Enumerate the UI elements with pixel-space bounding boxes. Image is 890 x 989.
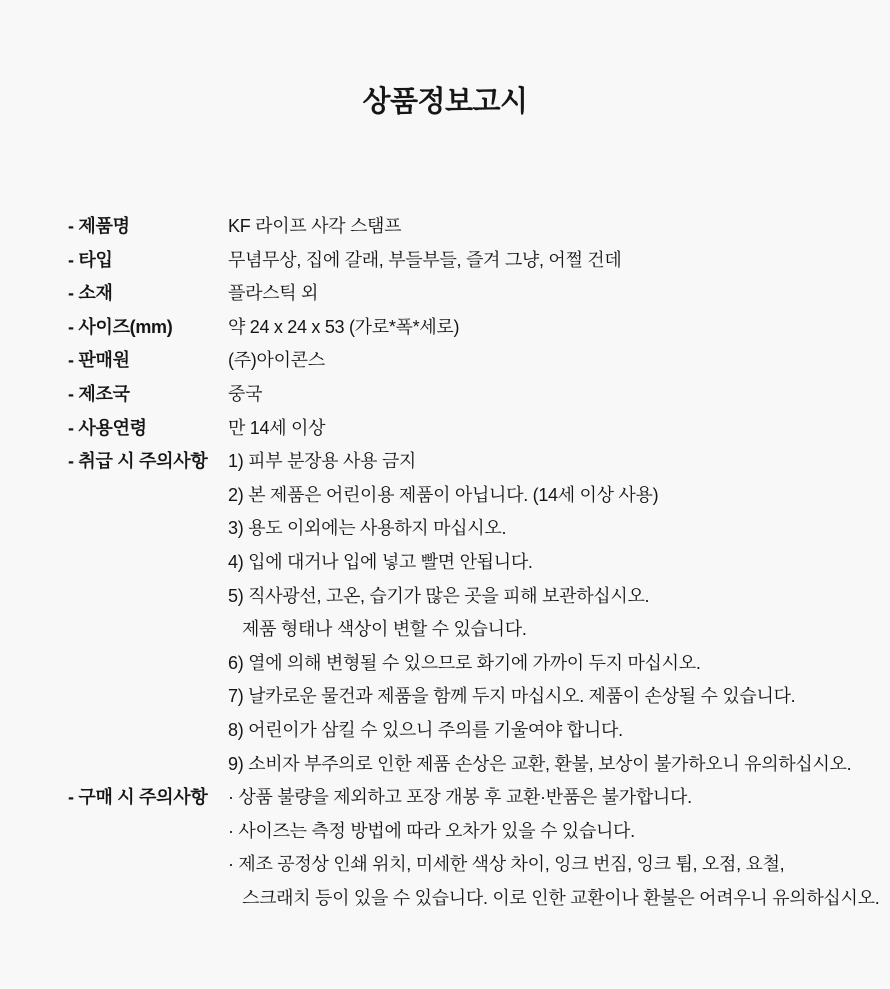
info-line: 3) 용도 이외에는 사용하지 마십시오. [228, 518, 507, 539]
info-row-lines [228, 311, 834, 345]
info-row [68, 781, 880, 915]
info-row [68, 378, 834, 412]
info-line: 9) 소비자 부주의로 인한 제품 손상은 교환, 환불, 보상이 불가하오니 유의하십시오. [228, 753, 852, 774]
info-row-label: - 사이즈(mm) [68, 316, 173, 337]
info-row-lines [228, 781, 880, 915]
info-line: 무념무상, 집에 갈래, 부들부들, 즐겨 그냥, 어쩔 건데 [228, 249, 622, 270]
info-row-label: - 구매 시 주의사항 [68, 787, 208, 808]
info-line: 4) 입에 대거나 입에 넣고 빨면 안됩니다. [228, 551, 533, 572]
info-line: · 상품 불량을 제외하고 포장 개봉 후 교환·반품은 불가합니다. [228, 787, 692, 808]
info-line: 약 24 x 24 x 53 (가로*폭*세로) [228, 316, 460, 337]
info-line: 2) 본 제품은 어린이용 제품이 아닙니다. (14세 이상 사용) [228, 484, 659, 505]
info-line: · 제조 공정상 인쇄 위치, 미세한 색상 차이, 잉크 번짐, 잉크 튐, 오점, 요철, [228, 854, 785, 875]
info-row [68, 445, 852, 781]
info-line: 5) 직사광선, 고온, 습기가 많은 곳을 피해 보관하십시오. [228, 585, 650, 606]
info-line: 6) 열에 의해 변형될 수 있으므로 화기에 가까이 두지 마십시오. [228, 652, 701, 673]
info-row-label: - 소재 [68, 283, 113, 304]
page-title: 상품정보고시 [362, 86, 528, 118]
info-row-label: - 취급 시 주의사항 [68, 451, 208, 472]
info-row-lines [228, 378, 834, 412]
info-row-label: - 제조국 [68, 383, 130, 404]
info-line: 중국 [228, 383, 263, 404]
info-row-label: - 판매원 [68, 350, 130, 371]
info-row-lines [228, 344, 834, 378]
info-row [68, 311, 834, 345]
info-line: 7) 날카로운 물건과 제품을 함께 두지 마십시오. 제품이 손상될 수 있습니다. [228, 686, 796, 707]
info-row [68, 412, 834, 446]
info-row-label: - 사용연령 [68, 417, 147, 438]
info-row-label: - 타입 [68, 249, 113, 270]
info-row [68, 210, 834, 244]
info-row-label: - 제품명 [68, 216, 130, 236]
info-line: · 사이즈는 측정 방법에 따라 오차가 있을 수 있습니다. [228, 820, 635, 841]
info-table [68, 210, 880, 915]
info-row-lines [228, 277, 834, 311]
info-row [68, 244, 834, 278]
info-row-lines [228, 210, 834, 244]
info-line: 플라스틱 외 [228, 283, 319, 304]
info-row-lines [228, 244, 834, 278]
info-row [68, 344, 834, 378]
info-line: 제품 형태나 색상이 변할 수 있습니다. [242, 619, 527, 640]
info-line: 1) 피부 분장용 사용 금지 [228, 451, 417, 472]
info-row [68, 277, 834, 311]
info-line: (주)아이콘스 [228, 350, 325, 371]
info-row-lines [228, 412, 834, 446]
info-line: KF 라이프 사각 스탬프 [228, 216, 402, 236]
info-line: 8) 어린이가 삼킬 수 있으니 주의를 기울여야 합니다. [228, 719, 623, 740]
info-row-lines [228, 445, 852, 781]
info-line: 스크래치 등이 있을 수 있습니다. 이로 인한 교환이나 환불은 어려우니 유의하십시오. [242, 887, 880, 908]
info-line: 만 14세 이상 [228, 417, 326, 438]
